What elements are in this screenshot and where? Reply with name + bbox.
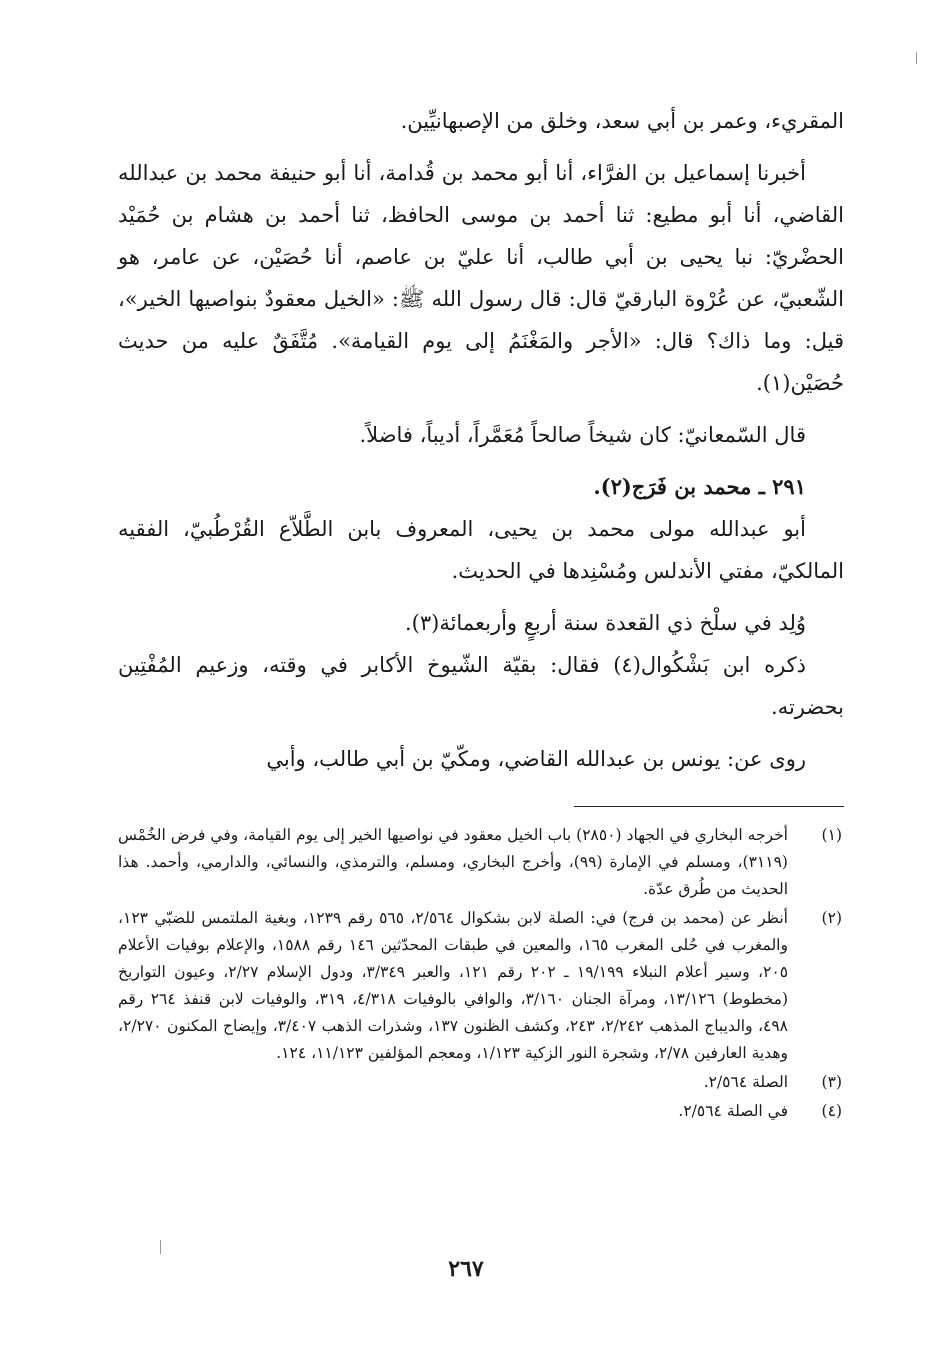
paragraph-hadith: أخبرنا إسماعيل بن الفرَّاء، أنا أبو محمد بن قُدامة، أنا أبو حنيفة محمد بن عبدالله القاضي، أنا أبو مطيع: ثنا أحمد بن موسى الحافظ، ثنا أحمد بن هشام بن حُمَيْد الحضْريّ: نبا يحيى بن أبي طالب، أنا عليّ بن عاصم، أنا حُصَيْن، عن عامر، هو الشّعبيّ، عن عُرْوة البارقيّ قال: قال رسول الله ﷺ: «الخيل معقودٌ بنواصيها الخير»، قيل: وما ذاك؟ قال: «الأجر والمَغْنَمُ إلى يوم القيامة». مُتَّفَقٌ عليه من حديث حُصَيْن(١). <box>118 161 844 395</box>
paragraph-samani: قال السّمعانيّ: كان شيخاً صالحاً مُعَمَّراً، أديباً، فاضلاً. <box>359 423 806 447</box>
footnote-number: (١) <box>821 826 842 844</box>
margin-mark <box>916 52 917 64</box>
margin-mark <box>160 1240 161 1254</box>
paragraph-name: أبو عبدالله مولى محمد بن يحيى، المعروف بابن الطَّلاّع القُرْطُبيّ، الفقيه المالكيّ، مفتي الأندلس ومُسْنِدها في الحديث. <box>118 517 844 583</box>
footnote-2 <box>118 905 844 1067</box>
paragraph-continuation: المقريء، وعمر بن أبي سعد، وخلق من الإصبهانيِّين. <box>400 109 844 133</box>
footnotes <box>118 822 844 1125</box>
footnote-separator <box>574 806 844 807</box>
entry-title: ٢٩١ ـ محمد بن فَرَج(٢). <box>593 474 806 499</box>
paragraph-rawa: روى عن: يونس بن عبدالله القاضي، ومكّيّ بن أبي طالب، وأبي <box>266 747 806 771</box>
paragraph-birth: وُلِد في سلْخ ذي القعدة سنة أربعٍ وأربعمائة(٣). <box>404 611 806 635</box>
footnote-text: أنظر عن (محمد بن فرج) في: الصلة لابن بشكوال ٢/٥٦٤، ٥٦٥ رقم ١٢٣٩، وبغية الملتمس للضبّي ١٢٣، والمغرب في حُلى المغرب ١٦٥، والمعين في طبقات المحدّثين ١٤٦ رقم ١٥٨٨، والإعلام بوفيات الأعلام ٢٠٥، وسير أعلام النبلاء ١٩/١٩٩ ـ ٢٠٢ رقم ١٢١، والعبر ٣/٣٤٩، ودول الإسلام ٢/٢٧، وعيون التواريخ (مخطوط) ١٣/١٢٦، ومرآة الجنان ٣/١٦٠، والوافي بالوفيات ٤/٣١٨، ٣١٩، والوفيات لابن قنفذ ٢٦٤ رقم ٤٩٨، والديباج المذهب ٢/٢٤٢، ٢٤٣، وكشف الظنون ١٣٧، وشذرات الذهب ٣/٤٠٧، وإيضاح المكنون ٢/٢٧٠، وهدية العارفين ٢/٧٨، وشجرة النور الزكية ١/١٢٣، ومعجم المؤلفين ١١/١٢٣، ١٢٤. <box>118 909 789 1062</box>
footnote-1 <box>118 822 844 903</box>
main-text <box>118 100 844 780</box>
footnote-number: (٤) <box>821 1102 842 1120</box>
paragraph-bashkuwal: ذكره ابن بَشْكُوال(٤) فقال: بقيّة الشّيوخ الأكابر في وقته، وزعيم المُفْتِين بحضرته. <box>118 653 844 719</box>
footnote-text: في الصلة ٢/٥٦٤. <box>678 1102 788 1120</box>
footnote-3 <box>118 1069 844 1096</box>
page-number: ٢٦٧ <box>448 1256 484 1282</box>
footnote-number: (٣) <box>821 1073 842 1091</box>
footnote-text: الصلة ٢/٥٦٤. <box>703 1073 788 1091</box>
footnote-4 <box>118 1098 844 1125</box>
footnote-text: أخرجه البخاري في الجهاد (٢٨٥٠) باب الخيل معقود في نواصيها الخير إلى يوم القيامة، وفي فرض الخُمْس (٣١١٩)، ومسلم في الإمارة (٩٩)، وأخرج البخاري، ومسلم، والترمذي، والنسائي، والدارمي، وأحمد. هذا الحديث من طُرق عدّة. <box>118 826 788 898</box>
footnote-number: (٢) <box>821 909 842 927</box>
